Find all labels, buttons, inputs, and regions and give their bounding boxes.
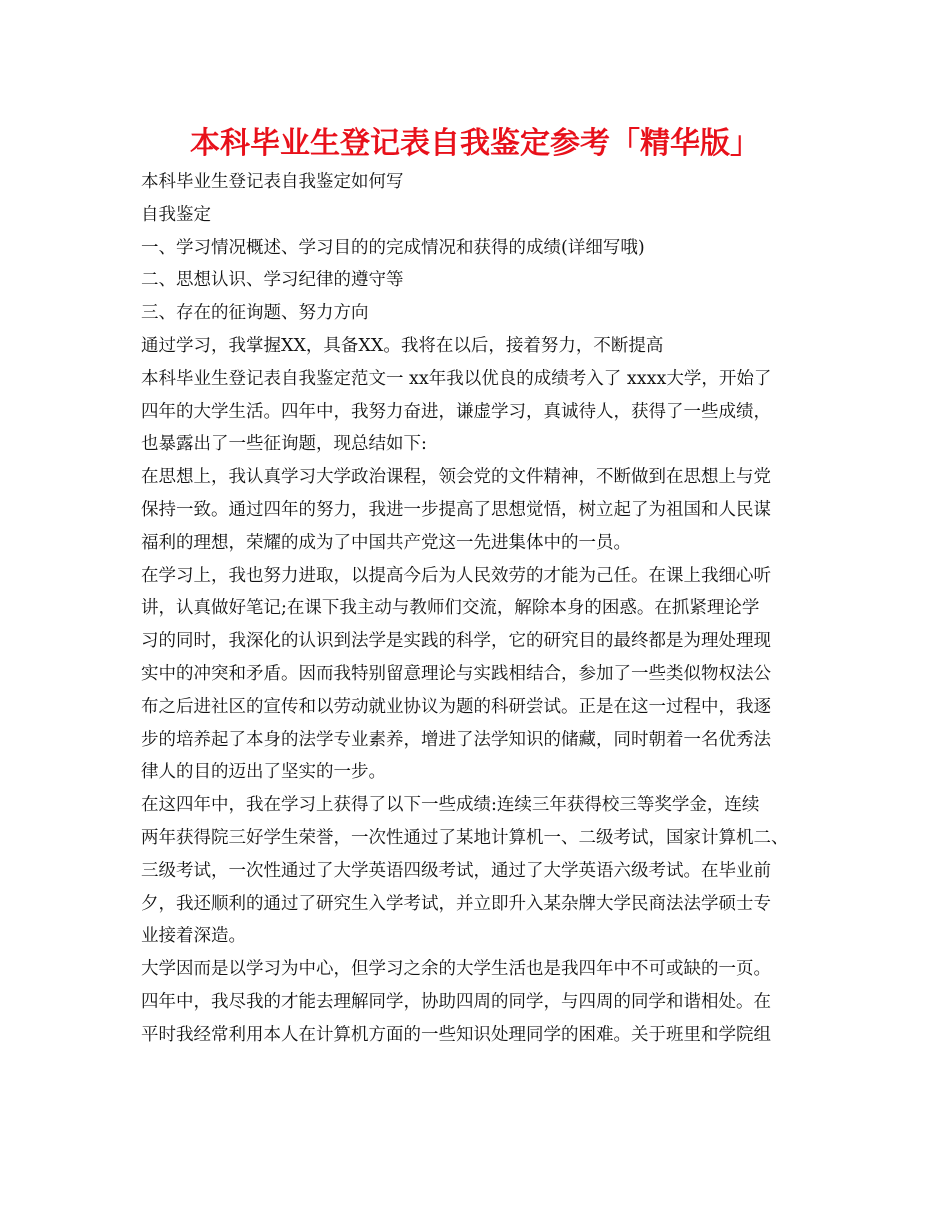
text-line: 自我鉴定 [141,204,211,225]
text-line: 通过学习，我掌握XX，具备XX。我将在以后，接着努力，不断提高 [141,335,664,356]
text-line: 两年获得院三好学生荣誉，一次性通过了某地计算机一、二级考试，国家计算机二、 [141,827,789,848]
text-line: 布之后进社区的宣传和以劳动就业协议为题的科研尝试。正是在这一过程中，我逐 [141,696,771,717]
text-line: 业接着深造。 [141,926,246,947]
text-line: 本科毕业生登记表自我鉴定如何写 [141,172,404,192]
text-line: 律人的目的迈出了坚实的一步。 [141,762,386,783]
text-line: 大学因而是以学习为中心，但学习之余的大学生活也是我四年中不可或缺的一页。 [141,959,771,980]
text-line: 三级考试，一次性通过了大学英语四级考试，通过了大学英语六级考试。在毕业前 [141,860,771,881]
text-line: 四年中，我尽我的才能去理解同学，协助四周的同学，与四周的同学和谐相处。在 [141,991,771,1012]
text-line: 在这四年中，我在学习上获得了以下一些成绩:连续三年获得校三等奖学金，连续 [141,795,760,816]
document-body [141,166,821,1052]
text-line: 实中的冲突和矛盾。因而我特别留意理论与实践相结合，参加了一些类似物权法公 [141,663,771,684]
text-line: 讲，认真做好笔记;在课下我主动与教师们交流，解除本身的困惑。在抓紧理论学 [141,598,760,619]
text-line: 习的同时，我深化的认识到法学是实践的科学，它的研究目的最终都是为理处理现 [141,631,771,652]
text-line: 也暴露出了一些征询题，现总结如下: [141,434,427,455]
text-line: 平时我经常利用本人在计算机方面的一些知识处理同学的困难。关于班里和学院组 [141,1024,771,1045]
text-line: 三、存在的征询题、努力方向 [141,303,369,324]
document-title: 本科毕业生登记表自我鉴定参考「精华版」 [190,126,760,161]
text-line: 在思想上，我认真学习大学政治课程，领会党的文件精神，不断做到在思想上与党 [141,467,771,488]
text-line: 二、思想认识、学习纪律的遵守等 [141,270,404,291]
text-line: 步的培养起了本身的法学专业素养，增进了法学知识的储藏，同时朝着一名优秀法 [141,729,771,750]
text-line: 四年的大学生活。四年中，我努力奋进，谦虚学习，真诚待人，获得了一些成绩， [141,401,771,422]
text-line: 夕，我还顺利的通过了研究生入学考试，并立即升入某杂牌大学民商法法学硕士专 [141,893,771,914]
text-line: 本科毕业生登记表自我鉴定范文一 xx年我以优良的成绩考入了 xxxx大学，开始了 [141,368,772,389]
text-line: 一、学习情况概述、学习目的的完成情况和获得的成绩(详细写哦) [141,237,645,258]
text-line: 在学习上，我也努力进取，以提高今后为人民效劳的才能为己任。在课上我细心听 [141,565,771,586]
text-line: 保持一致。通过四年的努力，我进一步提高了思想觉悟，树立起了为祖国和人民谋 [141,499,771,520]
text-line: 福利的理想，荣耀的成为了中国共产党这一先进集体中的一员。 [141,532,631,553]
